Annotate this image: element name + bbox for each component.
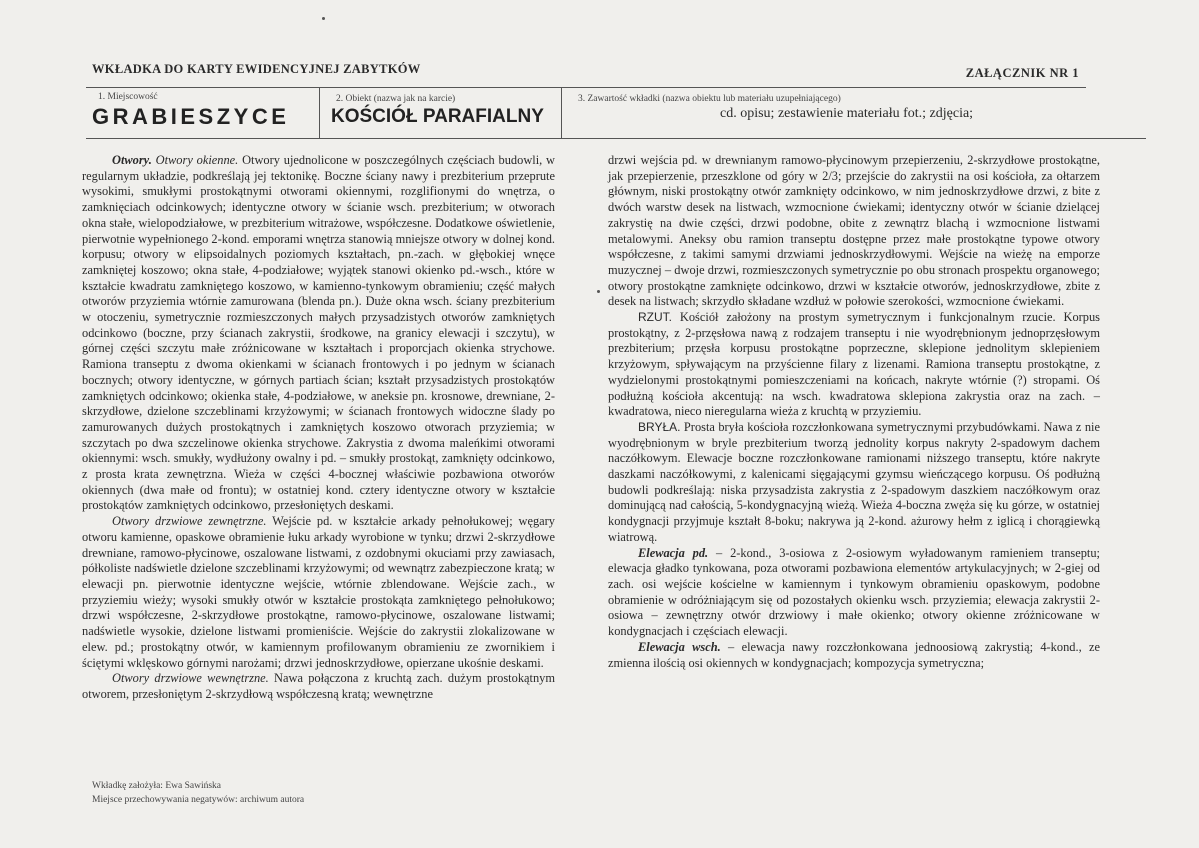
place-value: GRABIESZYCE: [92, 104, 290, 129]
paragraph-massing: [608, 420, 1100, 546]
text-outer-doors: Wejście pd. w kształcie arkady pełnołukowej; węgary otworu kamienne, opaskowe obramienie łuku arkady wyrobione w tynku; drzwi 2-skrzydłowe drewniane, ramowo-płycinowe, oszalowane listwami, z ozdobnymi okuciami przy zawiasach, półkoliste nadświetle dzielone szczeblinami krzyżowymi; od wewnątrz zabezpieczone kratą; w elewacji pn. pierwotnie identyczne wejście, wtórnie zblendowane. Wejście zach., w przyziemiu wieży; wysoki smukły otwór w kształcie prostokąta zamkniętego pełnołukowo; drzwi współczesne, 2-skrzydłowe prostokątne, ramowo-płycinowe, oszalowane listwami; nadświetle wysokie, dzielone listwami promieniście. Wejście do zakrystii zlokalizowane w elew. pd.; prostokątny otwór, w kamiennym profilowanym obramieniu ze zwornikiem i ściętymi wklęskowo górnymi narożami; drzwi jednoskrzydłowe, opierzane ukośnie deskami.: [82, 514, 555, 670]
scan-speck: [597, 290, 600, 293]
heading-south-elevation: Elewacja pd.: [638, 545, 709, 560]
heading-east-elevation: Elewacja wsch.: [638, 639, 721, 654]
object-value: KOŚCIÓŁ PARAFIALNY: [331, 106, 544, 127]
paragraph-outer-doors: [82, 514, 555, 671]
text-east-elevation: – elewacja nawy rozczłonkowana jednoosiową zakrystią; 4-kond., ze zmienna ilością osi okiennych w kondygnacjach; kompozycja symetryczna;: [608, 639, 1100, 670]
left-column: [82, 153, 555, 703]
form-title: WKŁADKA DO KARTY EWIDENCYJNEJ ZABYTKÓW: [92, 62, 421, 76]
contents-value: cd. opisu; zestawienie materiału fot.; zdjęcia;: [720, 106, 974, 121]
object-label: 2. Obiekt (nazwa jak na karcie): [336, 94, 456, 104]
header-bottom-rule: [86, 138, 1146, 139]
text-plan: Kościół założony na prostym symetrycznym i funkcjonalnym rzucie. Korpus prostokątny, z 2-przęsłowa nawą z rodzajem transeptu i nie wyodrębnionym jednoprzęsłowym prezbiterium; przęsła korpusu prostokątne poprzeczne, sklepione jednolitym sklepieniem krzyżowym, spływającym na przyścienne filary z lizenami. Ramiona transeptu prostokątne, z wydzielonymi prostokątnymi pomieszczeniami na końcach, nakryte wtórnie (?) stropami. Oś podłużną kościoła akcentują: na wsch. kwadratowa sklepiona zakrystia oraz na zach. – kwadratowa, nieco nieregularna wieża z kruchtą w przyziemiu.: [608, 310, 1100, 419]
text-windows: Otwory ujednolicone w poszczególnych częściach budowli, w regularnym układzie, podkreślają jej tektonikę. Boczne ściany nawy i prezbiterium przeprute wysokimi, smukłymi prostokątnymi otworami okiennymi, rozglifionymi do wnętrza, o zamknięciach odcinkowych; identyczne otwory w ścianie wsch. prezbiterium; w otworach okna stałe, wielopodziałowe, w prezbiterium witrażowe, współczesne. Dodatkowe oświetlenie, pierwotnie wypełnionego 2-kond. emporami wnętrza stanowią mniejsze otwory w dolnej kond. korpusu; otwory w elipsoidalnych poziomych kształtach, pn.-zach. w głębokiej wnęce zamkniętej koszowo; okna stałe, 4-podziałowe; wyjątek stanowi okienko pd.-wsch., które w kształcie kwadratu zamkniętego koszowo, w kamienno-tynkowym obramieniu; część małych otworów przyziemia wtórnie zamurowana (blenda pn.). Duże okna wsch. ściany prezbiterium w otoczeniu, symetrycznie rozmieszczonych małych przysadzistych otworów zamkniętych odcinkowo (boczne, przy ścianach zakrystii, środkowe, na granicy elewacji i szczytu), w górnej części szczytu małe zróżnicowane w kształtach i proporcjach okienka strychowe. Ramiona transeptu z dwoma okienkami w ścianach frontowych i po jednym w ścianach bocznych; otwory identyczne, w górnych partiach ścian; kształt przysadzistych prostokątów zamkniętych odcinkowo; okienka stałe, 4-podziałowe, w aneksie pn. krosnowe, drewniane, 2-skrzydłowe, dzielone szczeblinami krzyżowymi; w ścianach frontowych widoczne ślady po zamurowanych dużych prostokątnych i zamkniętych koszowo otworach przyziemia; w szczytach po dwa szczelinowe okienka strychowe. Zakrystia z dwoma maleńkimi otworami okiennymi: wsch. smukły, wydłużony owalny i pd. – smukły prostokąt, zamknięty odcinkowo, z prosta krata zewnętrzna. Wieża w części 4-bocznej właściwie pozbawiona otworów okiennych (dwa małe od frontu); w ostatniej kond. cztery identyczne otwory w kształcie prostokątów zamkniętych odcinkowo, przesłoniętych deskami.: [82, 153, 556, 513]
text-inner-doors: Nawa połączona z kruchtą zach. dużym prostokątnym otworem, przesłoniętym 2-skrzydłową współczesną kratą; wewnętrzne: [82, 671, 555, 701]
paragraph-south-elevation: [608, 546, 1100, 640]
field-divider-1: [319, 87, 320, 139]
contents-label: 3. Zawartość wkładki (nazwa obiektu lub materiału uzupełniającego): [578, 94, 841, 104]
text-south-elevation: – 2-kond., 3-osiowa z 2-osiowym wyładowanym ramieniem transeptu; elewacja gładko tynkowana, poza otworami pozbawiona elementów artykulacyjnych; w 2-giej od zach. osi wejście kościelne w kamiennym i tynkowym obramieniu opaskowym, podobne obramienie w odróżniającym się od pozostałych okienku wsch. przyziemia; elewacja zakrystii 2-osiowa – zewnętrzny otwór drzwiowy i małe okienko; otwory okienne zróżnicowane w kondygnacjach i częściach elewacji.: [608, 545, 1100, 639]
footer-author: Wkładkę założyła: Ewa Sawińska: [92, 781, 221, 791]
text-massing: Prosta bryła kościoła rozczłonkowana symetrycznymi przybudówkami. Nawa z nie wyodrębnionym w bryle prezbiterium tworzą jednolity korpus nakryty 2-spadowym dachem naczółkowym. Elewacje boczne rozczłonkowane ramionami niższego transeptu, które nakryte daszkami naczółkowymi, z kalenicami sięgającymi gzymsu wieńczącego korpusu. Oś podłużną budowli podkreślają: niska przysadzista zakrystia z 2-spadowym daszkiem naczółkowym oraz dominującą nad całością, 5-kondygnacyjną wieżą. Wieża 4-boczna zwęża się ku górze, w ostatniej kondygnacji przyjmuje kształt 8-boku; nakrywa ją 2-kond. ażurowy hełm z iglicą i chorągiewką wiatrową.: [608, 419, 1100, 544]
paragraph-windows: [82, 153, 555, 514]
scan-speck: [322, 17, 325, 20]
heading-openings: Otwory.: [112, 153, 152, 167]
header-top-rule: [86, 87, 1086, 88]
right-column: [608, 153, 1100, 671]
paragraph-inner-doors-cont: drzwi wejścia pd. w drewnianym ramowo-płycinowym przepierzeniu, 2-skrzydłowe prostokątne, jak przepierzenie, przeszklone od góry w 2/3; przejście do zakrystii na osi kościoła, za ołtarzem głównym, niski prostokątny otwór zamknięty odcinkowo, w nim jednoskrzydłowe drzwi, z bite z dwóch warstw desek na listwach, wzmocnione ćwiekami; identyczny otwór w ścianie dzielącej zakrystię na dwie części, drzwi podobne, obite z zewnątrz blachą i wzmocnione listwami metalowymi. Aneksy obu ramion transeptu dostępne przez małe prostokątne typowe otwory współczesne, z takimi samymi drzwiami jednoskrzydłowymi. Wejście na wieżę na emporze muzycznej – dwoje drzwi, rozmieszczonych symetrycznie po obu stronach prospektu organowego; otwory prostokątne zamknięte odcinkowo, drzwi w kształcie otworów, jednoskrzydłowe, zbite z desek na listwach; skrzydło składane wzdłuż w połowie szerokości, wzmocnione ćwiekami.: [608, 153, 1100, 309]
subheading-outer-doors: Otwory drzwiowe zewnętrzne.: [112, 514, 267, 529]
field-divider-2: [561, 87, 562, 139]
heading-plan: RZUT.: [638, 310, 672, 325]
annex-number: ZAŁĄCZNIK NR 1: [965, 66, 1079, 80]
heading-massing: BRYŁA.: [638, 419, 681, 434]
place-label: 1. Miejscowość: [98, 92, 158, 102]
paragraph-inner-doors: [82, 671, 555, 702]
subheading-inner-doors: Otwory drzwiowe wewnętrzne.: [112, 671, 269, 686]
footer-archive: Miejsce przechowywania negatywów: archiwum autora: [92, 795, 305, 805]
subheading-windows: Otwory okienne.: [155, 153, 239, 167]
paragraph-east-elevation: [608, 640, 1100, 671]
paragraph-plan: [608, 310, 1100, 420]
